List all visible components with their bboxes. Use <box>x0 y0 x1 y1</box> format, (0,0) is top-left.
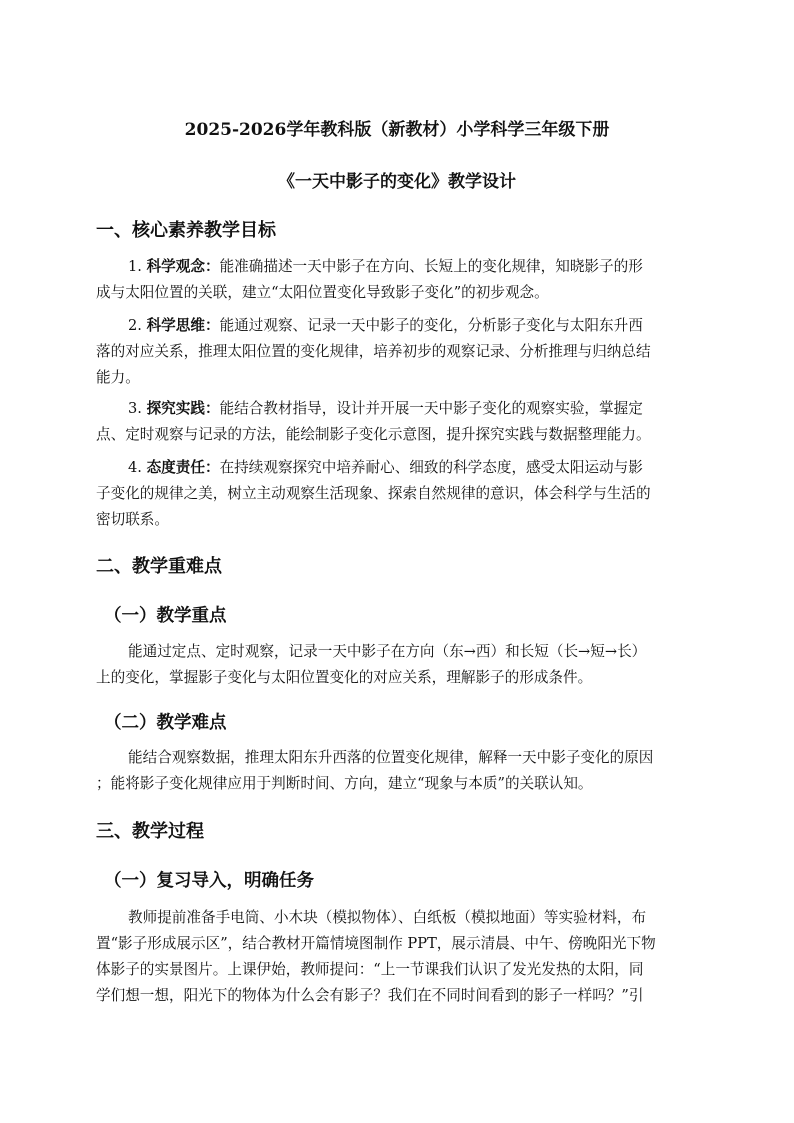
item-text: 能准确描述一天中影子在方向、长短上的变化规律，知晓影子的形 <box>219 258 643 275</box>
paragraph-line: 上的变化，掌握影子变化与太阳位置变化的对应关系，理解影子的形成条件。 <box>96 669 593 686</box>
objective-line: 成与太阳位置的关联，建立“太阳位置变化导致影子变化”的初步观念。 <box>96 284 549 301</box>
subsection-heading-focus: （一）教学重点 <box>104 606 227 626</box>
section-heading-objectives: 一、核心素养教学目标 <box>96 220 276 241</box>
item-label: 科学思维： <box>146 317 220 334</box>
item-label: 科学观念： <box>146 258 220 275</box>
objective-line <box>96 313 700 339</box>
item-number: 2. <box>128 317 142 334</box>
item-text: 在持续观察探究中培养耐心、细致的科学态度，感受太阳运动与影 <box>219 459 643 476</box>
objective-line <box>96 455 700 481</box>
intro-paragraph <box>96 905 700 1009</box>
document-subtitle: 《一天中影子的变化》教学设计 <box>278 172 516 192</box>
difficulty-paragraph <box>96 745 700 797</box>
objective-line: 子变化的规律之美，树立主动观察生活现象、探索自然规律的意识，体会科学与生活的 <box>96 485 651 502</box>
objective-item-2 <box>96 313 700 391</box>
item-number: 3. <box>128 400 142 417</box>
objective-line <box>96 254 700 280</box>
item-text: 能通过观察、记录一天中影子的变化，分析影子变化与太阳东升西 <box>219 317 643 334</box>
paragraph-line: 能通过定点、定时观察，记录一天中影子在方向（东→西）和长短（长→短→长） <box>128 643 647 660</box>
subsection-heading-intro: （一）复习导入，明确任务 <box>104 871 314 891</box>
section-heading-key-points: 二、教学重难点 <box>96 556 222 577</box>
paragraph-line: 学们想一想，阳光下的物体为什么会有影子？我们在不同时间看到的影子一样吗？”引 <box>96 987 644 1004</box>
item-number: 1. <box>128 258 142 275</box>
paragraph-line: 教师提前准备手电筒、小木块（模拟物体）、白纸板（模拟地面）等实验材料，布 <box>128 909 647 926</box>
item-number: 4. <box>128 459 142 476</box>
objective-line: 点、定时观察与记录的方法，能绘制影子变化示意图，提升探究实践与数据整理能力。 <box>96 426 651 443</box>
objective-line: 落的对应关系，推理太阳位置的变化规律，培养初步的观察记录、分析推理与归纳总结 <box>96 343 651 360</box>
section-heading-process: 三、教学过程 <box>96 821 204 842</box>
item-label: 探究实践： <box>146 400 220 417</box>
paragraph-line: ；能将影子变化规律应用于判断时间、方向，建立“现象与本质”的关联认知。 <box>96 775 593 792</box>
objective-line: 密切联系。 <box>96 511 169 528</box>
item-label: 态度责任： <box>146 459 220 476</box>
objective-line: 能力。 <box>96 369 140 386</box>
paragraph-line: 置“影子形成展示区”，结合教材开篇情境图制作 PPT，展示清晨、中午、傍晚阳光下物 <box>96 935 656 952</box>
paragraph-line: 体影子的实景图片。上课伊始，教师提问：“上一节课我们认识了发光发热的太阳，同 <box>96 961 644 978</box>
item-text: 能结合教材指导，设计并开展一天中影子变化的观察实验，掌握定 <box>219 400 643 417</box>
document-title: 2025-2026学年教科版（新教材）小学科学三年级下册 <box>184 120 610 140</box>
objective-item-4 <box>96 455 700 533</box>
subsection-heading-difficulty: （二）教学难点 <box>104 713 227 733</box>
paragraph-line: 能结合观察数据，推理太阳东升西落的位置变化规律，解释一天中影子变化的原因 <box>128 749 654 766</box>
objective-line <box>96 396 700 422</box>
objective-item-3 <box>96 396 700 448</box>
focus-paragraph <box>96 639 700 691</box>
objective-item-1 <box>96 254 700 306</box>
